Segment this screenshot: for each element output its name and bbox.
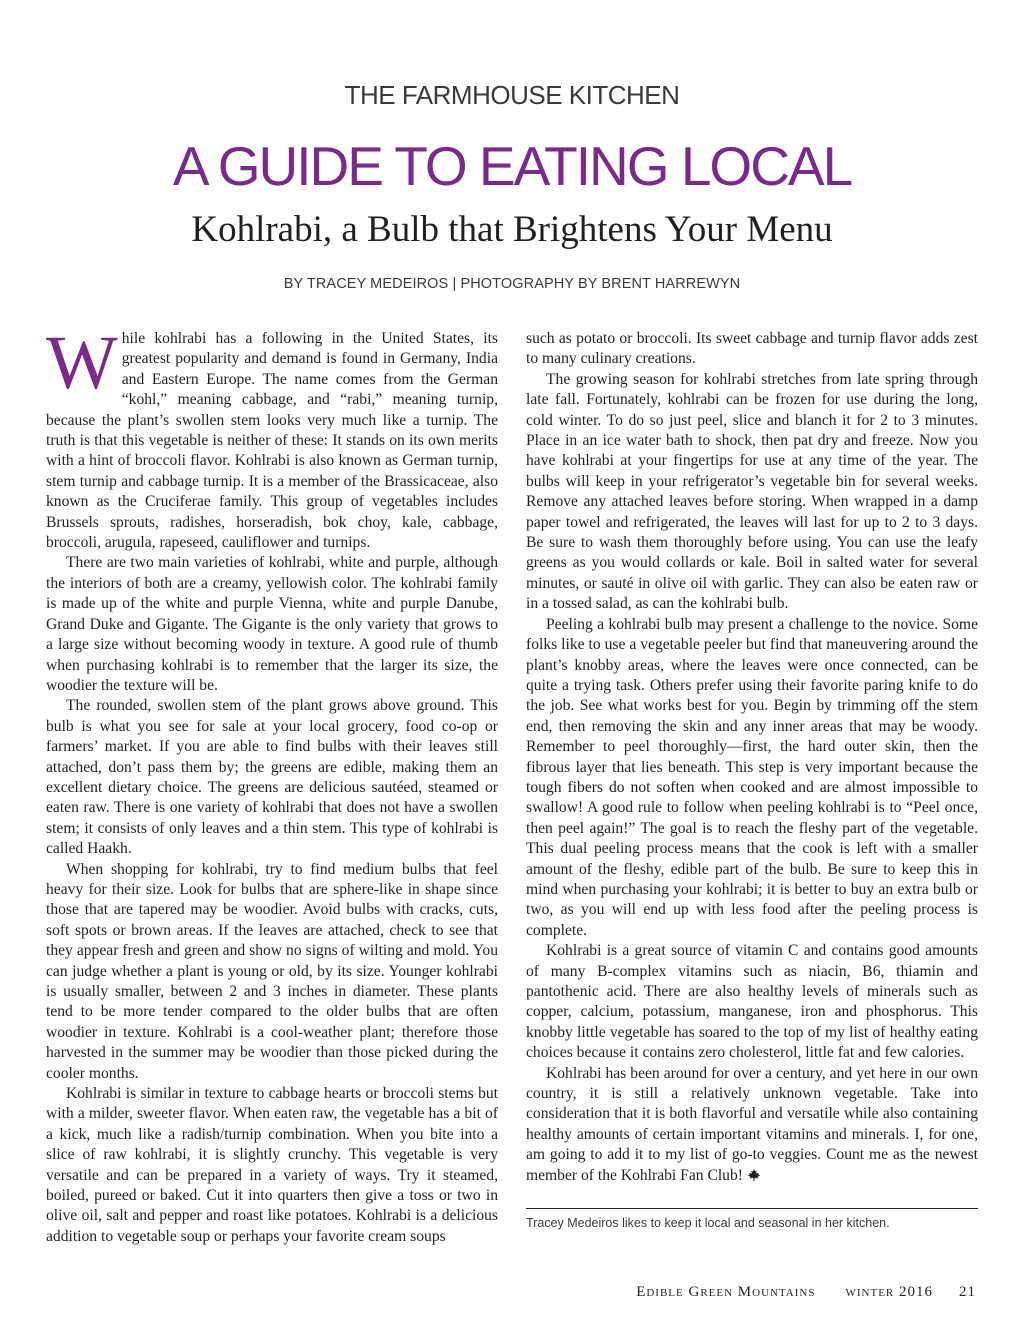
bio-divider xyxy=(526,1208,978,1209)
section-kicker: THE FARMHOUSE KITCHEN xyxy=(344,80,680,110)
paragraph-3: The rounded, swollen stem of the plant grows above ground. This bulb is what you see for sale at your local grocery, food co-op or farmers’ market. If you are able to find bulbs with their leaves still attached, don’t pass them by; the greens are edible, making them an excellent dietary choice. The greens are delicious sautéed, steamed or eaten raw. There is one variety of kohlrabi that does not have a swollen stem; it consists of only leaves and a thin stem. This type of kohlrabi is called Haakh. xyxy=(46,697,498,858)
left-column xyxy=(46,321,498,1247)
paragraph-8: Kohlrabi is a great source of vitamin C and contains good amounts of many B-complex vitamins such as niacin, B6, thiamin and pantothenic acid. There are also healthy levels of minerals such as copper, calcium, potassium, manganese, iron and phosphorus. This knobby little vegetable has soared to the top of my list of healthy eating choices because it contains zero cholesterol, little fat and few calories. xyxy=(526,942,978,1062)
paragraph-continuation: such as potato or broccoli. Its sweet cabbage and turnip flavor adds zest to many culinary creations. xyxy=(526,330,978,368)
article-headline: A GUIDE TO EATING LOCAL xyxy=(172,135,852,197)
paragraph-7: Peeling a kohlrabi bulb may present a challenge to the novice. Some folks like to use a vegetable peeler but find that maneuvering around the plant’s knobby areas, where the leaves were once connected, can be quite a trying task. Others prefer using their favorite paring knife to do the job. See what works best for you. Begin by trimming off the stem end, then removing the skin and any inner areas that may be woody. Remember to peel thoroughly—first, the hard outer skin, then the fibrous layer that lies beneath. This step is very important because the tough fibers do not soften when cooked and are almost impossible to swallow! A good rule to follow when peeling kohlrabi is to “Peel once, then peel again!” The goal is to reach the fleshy part of the vegetable. This dual peeling process means that the cook is left with a smaller amount of the fleshy, edible part of the bulb. Be sure to keep this in mind when purchasing your kohlrabi; it is better to buy an extra bulb or two, as you will end up with less food after the peeling process is complete. xyxy=(526,615,978,939)
paragraph-2: There are two main varieties of kohlrabi, white and purple, although the interiors of both are a creamy, yellowish color. The kohlrabi family is made up of the white and purple Vienna, white and purple Danube, Grand Duke and Gigante. The Gigante is the only variety that grows to a large size without becoming woody in texture. A good rule of thumb when purchasing kohlrabi is to remember that the larger its size, the woodier the texture will be. xyxy=(46,554,498,694)
publication-name: Edible Green Mountains xyxy=(636,1284,816,1300)
right-column xyxy=(526,329,978,1187)
paragraph-1 xyxy=(46,321,498,553)
paragraph-5: Kohlrabi is similar in texture to cabbage hearts or broccoli stems but with a milder, sweeter flavor. When eaten raw, the vegetable has a bit of a kick, much like a radish/turnip combination. When you bite into a slice of raw kohlrabi, it is slightly crunchy. This vegetable is very versatile and can be prepared in a variety of ways. Try it steamed, boiled, pureed or baked. Cut it into quarters then give a toss or two in olive oil, salt and pepper and roast like potatoes. Kohlrabi is a delicious addition to vegetable soup or perhaps your favorite cream soups xyxy=(46,1085,498,1245)
issue-date: winter 2016 xyxy=(845,1284,933,1300)
paragraph-6: The growing season for kohlrabi stretches from late spring through late fall. Fortunately, kohlrabi can be frozen for use during the long, cold winter. To do so just peel, slice and blanch it for 2 to 3 minutes. Place in an ice water bath to shock, then pat dry and freeze. Now you have kohlrabi at your fingertips for use at any time of the year. The bulbs will keep in your refrigerator’s vegetable bin for several weeks. Remove any attached leaves before storing. When wrapped in a damp paper towel and refrigerated, the leaves will last for up to 2 to 3 days. Be sure to wash them thoroughly before using. You can use the leafy greens as you would collards or kale. Boil in salted water for several minutes, or sauté in olive oil with garlic. They can also be eaten raw or in a tossed salad, as can the kohlrabi bulb. xyxy=(526,370,978,613)
paragraph-4: When shopping for kohlrabi, try to find medium bulbs that feel heavy for their size. Look for bulbs that are sphere-like in shape since those that are tapered may be woodier. Avoid bulbs with cracks, cuts, soft spots or brown areas. If the leaves are attached, check to see that they appear fresh and green and show no signs of wilting and mold. You can judge whether a plant is young or old, by its size. Younger kohlrabi is usually smaller, between 2 and 3 inches in diameter. These plants tend to be more tender compared to the older bulbs that are often woodier in texture. Kohlrabi is a cool-weather plant; therefore those harvested in the summer may be woodier than those picked during the cooler months. xyxy=(46,860,498,1082)
article-byline: BY TRACEY MEDEIROS | PHOTOGRAPHY BY BRENT HARREWYN xyxy=(283,276,741,292)
author-bio: Tracey Medeiros likes to keep it local and seasonal in her kitchen. xyxy=(526,1216,890,1230)
paragraph-1-text: hile kohlrabi has a following in the United States, its greatest popularity and demand is found in Germany, India and Eastern Europe. The name comes from the German “kohl,” meaning cabbage, and “rabi,” meaning turnip, because the plant’s swollen stem looks very much like a turnip. The truth is that this vegetable is neither of these: It stands on its own merits with a hint of broccoli flavor. Kohlrabi is also known as German turnip, stem turnip and cabbage turnip. It is a member of the Brassicaceae, also known as the Cruciferae family. This group of vegetables includes Brussels sprouts, radishes, horseradish, bok choy, kale, cabbage, broccoli, arugula, rapeseed, cauliflower and turnips. xyxy=(46,330,498,552)
maple-leaf-icon xyxy=(747,1169,761,1184)
page-number: 21 xyxy=(959,1284,976,1300)
article-subhead: Kohlrabi, a Bulb that Brightens Your Menu xyxy=(191,209,833,250)
paragraph-9 xyxy=(526,1064,978,1187)
paragraph-9-text: Kohlrabi has been around for over a century, and yet here in our own country, it is still a relatively unknown vegetable. Take into consideration that it is both flavorful and versatile while also containing healthy amounts of certain important vitamins and minerals. I, for one, am going to add it to my list of go-to veggies. Count me as the newest member of the Kohlrabi Fan Club! xyxy=(526,1064,978,1184)
drop-cap: W xyxy=(46,321,118,405)
page-footer xyxy=(636,1284,976,1301)
